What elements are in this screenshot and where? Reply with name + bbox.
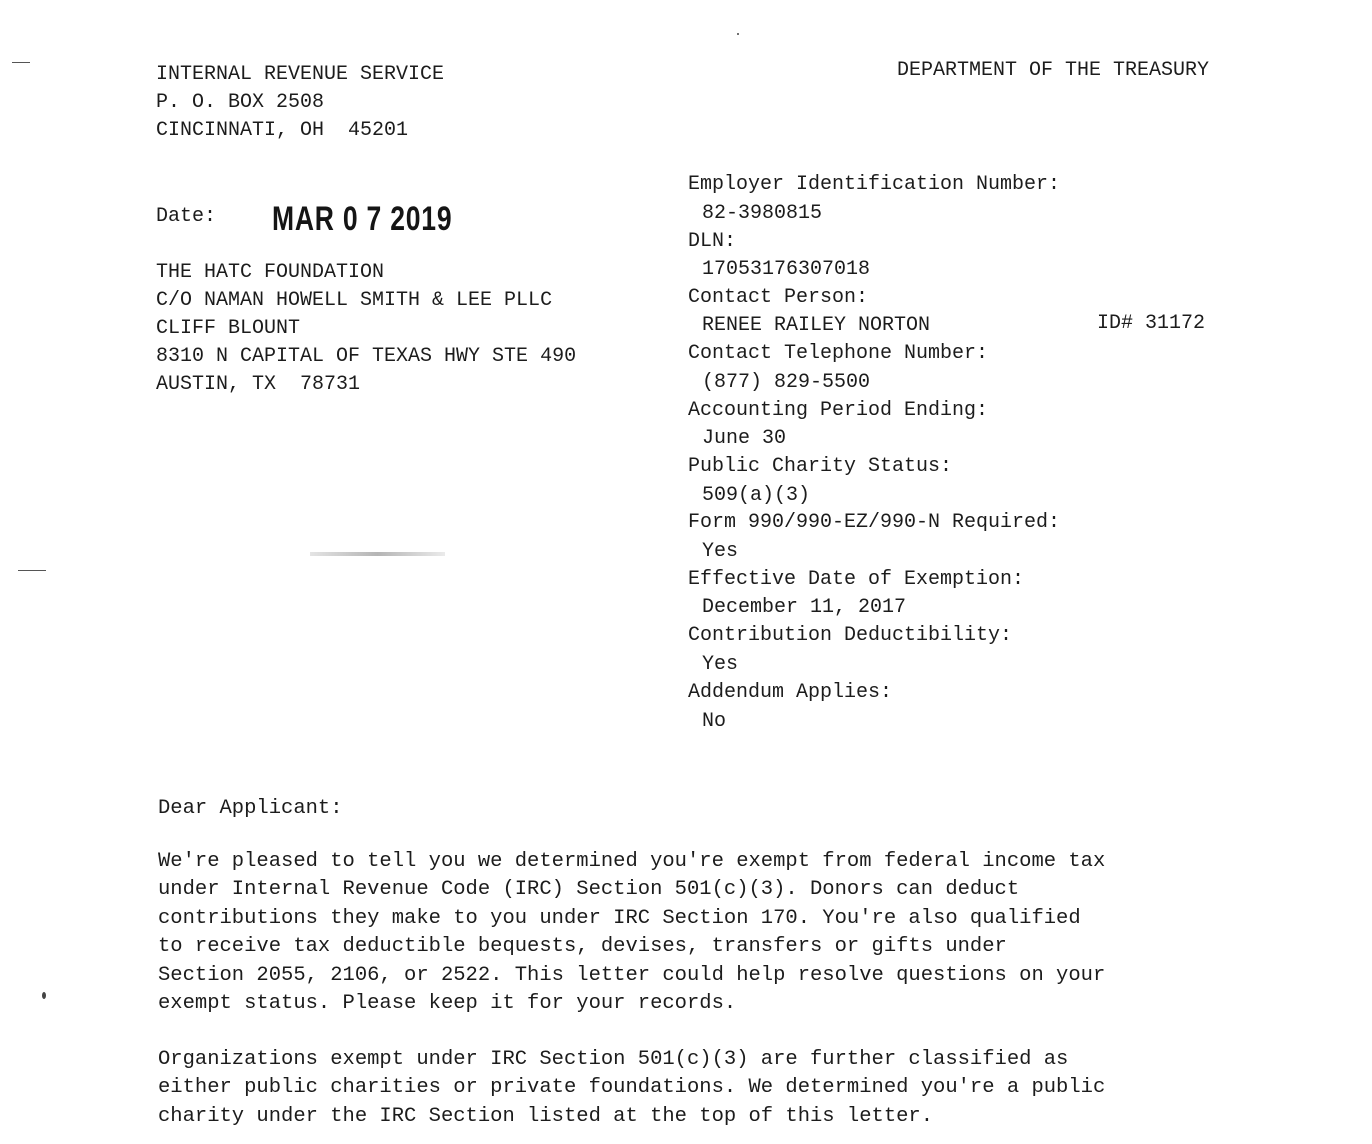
dln-label: DLN:: [688, 230, 737, 253]
effective-value: December 11, 2017: [702, 596, 907, 619]
paragraph-line: exempt status. Please keep it for your records.: [158, 992, 737, 1016]
sender-line: P. O. BOX 2508: [156, 91, 325, 114]
form-label: Form 990/990-EZ/990-N Required:: [688, 511, 1061, 534]
paragraph-line: under Internal Revenue Code (IRC) Section 501(c)(3). Donors can deduct: [158, 878, 1020, 902]
form-value: Yes: [702, 540, 739, 563]
paragraph-line: Section 2055, 2106, or 2522. This letter could help resolve questions on your: [158, 963, 1106, 987]
paragraph-line: contributions they make to you under IRC Section 170. You're also qualified: [158, 906, 1081, 930]
addendum-label: Addendum Applies:: [688, 681, 893, 704]
scan-mark: [12, 62, 30, 63]
deduct-label: Contribution Deductibility:: [688, 624, 1013, 647]
recipient-line: C/O NAMAN HOWELL SMITH & LEE PLLC: [156, 289, 553, 312]
charity-label: Public Charity Status:: [688, 455, 953, 478]
recipient-line: CLIFF BLOUNT: [156, 317, 301, 340]
period-value: June 30: [702, 427, 787, 450]
addendum-value: No: [702, 710, 727, 733]
recipient-line: 8310 N CAPITAL OF TEXAS HWY STE 490: [156, 345, 577, 368]
salutation: Dear Applicant:: [158, 797, 343, 820]
paragraph-line: either public charities or private foundations. We determined you're a public: [158, 1076, 1106, 1100]
date-stamp: MAR 0 7 2019: [272, 200, 453, 238]
paragraph-line: Organizations exempt under IRC Section 501(c)(3) are further classified as: [158, 1048, 1069, 1071]
contact-value: RENEE RAILEY NORTON: [702, 314, 931, 337]
period-label: Accounting Period Ending:: [688, 399, 989, 422]
dln-value: 17053176307018: [702, 258, 871, 281]
paragraph-line: charity under the IRC Section listed at the top of this letter.: [158, 1104, 934, 1128]
charity-value: 509(a)(3): [702, 484, 811, 507]
scan-smudge: [310, 552, 445, 556]
scan-mark: [18, 570, 46, 571]
paragraph-classification: [158, 1046, 1278, 1131]
contact-id: ID# 31172: [1097, 312, 1206, 335]
sender-line: INTERNAL REVENUE SERVICE: [156, 63, 445, 86]
paragraph-line: We're pleased to tell you we determined you're exempt from federal income tax: [158, 850, 1106, 873]
date-label: Date:: [156, 205, 217, 228]
effective-label: Effective Date of Exemption:: [688, 568, 1025, 591]
phone-value: (877) 829-5500: [702, 371, 871, 394]
sender-line: CINCINNATI, OH 45201: [156, 119, 409, 142]
scan-speck: [737, 33, 739, 35]
contact-label: Contact Person:: [688, 286, 869, 309]
scan-speck: [42, 992, 46, 999]
recipient-line: THE HATC FOUNDATION: [156, 261, 385, 284]
paragraph-line: to receive tax deductible bequests, devises, transfers or gifts under: [158, 935, 1007, 959]
ein-label: Employer Identification Number:: [688, 173, 1061, 196]
department-title: DEPARTMENT OF THE TREASURY: [897, 59, 1210, 82]
paragraph-exemption: [158, 848, 1278, 1018]
ein-value: 82-3980815: [702, 202, 823, 225]
recipient-line: AUSTIN, TX 78731: [156, 373, 361, 396]
deduct-value: Yes: [702, 653, 739, 676]
phone-label: Contact Telephone Number:: [688, 342, 989, 365]
